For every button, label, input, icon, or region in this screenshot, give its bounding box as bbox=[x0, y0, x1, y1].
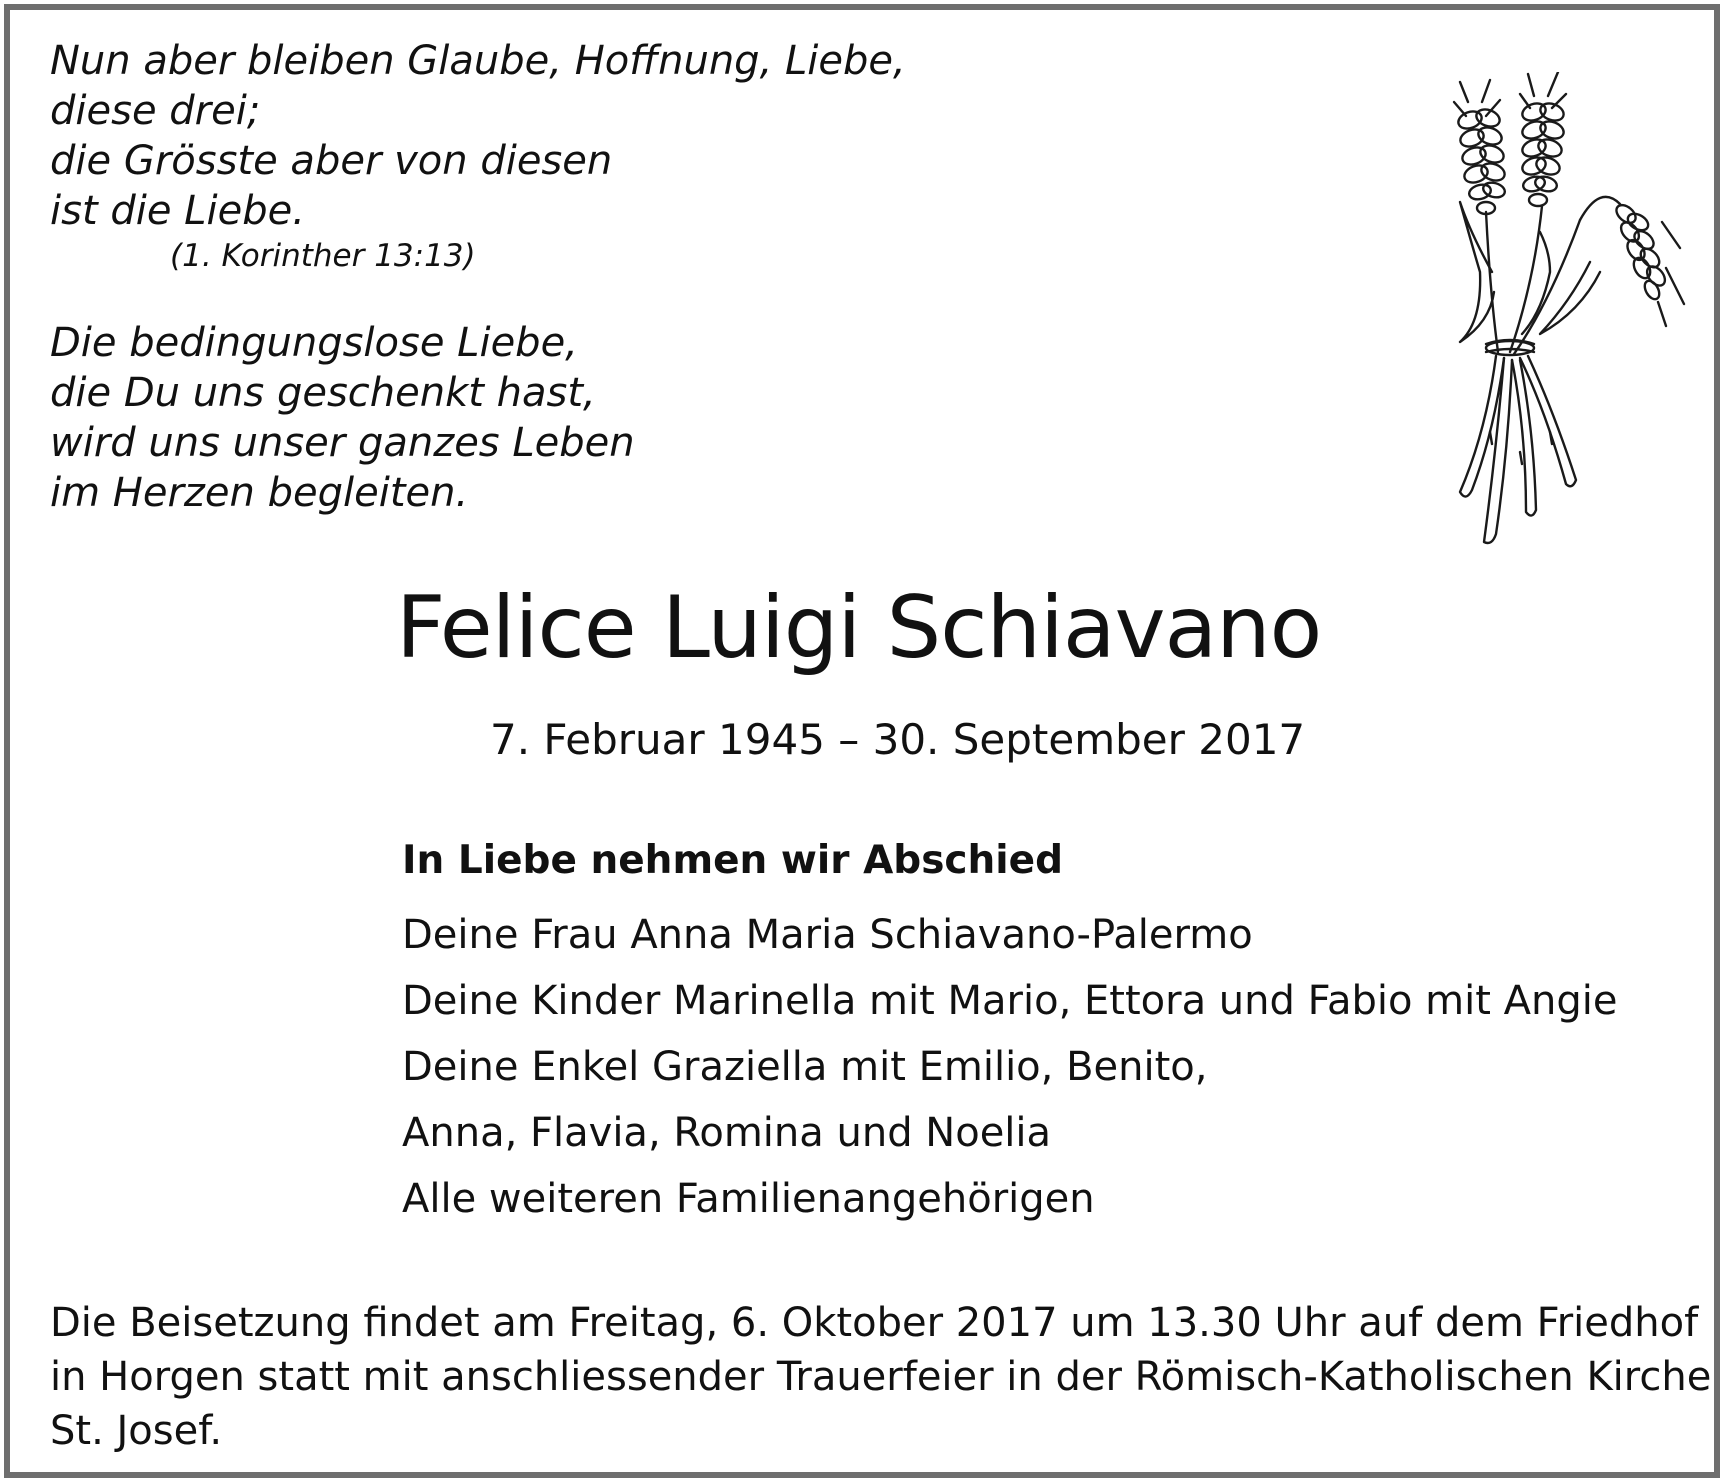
verse-line: diese drei; bbox=[50, 88, 261, 134]
verse-line: Die bedingungslose Liebe, bbox=[50, 320, 578, 366]
list-item: Deine Frau Anna Maria Schiavano-Palermo bbox=[402, 912, 1253, 958]
personal-verse bbox=[50, 318, 635, 518]
verse-reference: (1. Korinther 13:13) bbox=[170, 238, 476, 274]
burial-line: Die Beisetzung findet am Freitag, 6. Oktober 2017 um 13.30 Uhr auf dem Friedhof bbox=[50, 1300, 1699, 1346]
bible-verse bbox=[50, 36, 906, 236]
wheat-ear-middle bbox=[1520, 72, 1566, 206]
deceased-name: Felice Luigi Schiavano bbox=[396, 578, 1322, 678]
wheat-ear-left bbox=[1454, 80, 1507, 214]
verse-line: Nun aber bleiben Glaube, Hoffnung, Liebe, bbox=[50, 38, 906, 84]
verse-line: wird uns unser ganzes Leben bbox=[50, 420, 635, 466]
burial-line: St. Josef. bbox=[50, 1408, 223, 1454]
verse-line: die Du uns geschenkt hast, bbox=[50, 370, 596, 416]
mourners-list bbox=[402, 910, 1617, 1240]
list-item: Deine Kinder Marinella mit Mario, Ettora und Fabio mit Angie bbox=[402, 978, 1618, 1024]
list-item: Alle weiteren Familienangehörigen bbox=[402, 1176, 1095, 1222]
verse-line: die Grösste aber von diesen bbox=[50, 138, 613, 184]
burial-notice bbox=[50, 1296, 1712, 1458]
obituary-frame bbox=[4, 4, 1720, 1478]
verse-line: im Herzen begleiten. bbox=[50, 470, 469, 516]
farewell-heading: In Liebe nehmen wir Abschied bbox=[402, 838, 1064, 883]
verse-line: ist die Liebe. bbox=[50, 188, 305, 234]
wheat-stems bbox=[1460, 202, 1600, 543]
burial-line: in Horgen statt mit anschliessender Trauerfeier in der Römisch-Katholischen Kirche bbox=[50, 1354, 1712, 1400]
list-item: Anna, Flavia, Romina und Noelia bbox=[402, 1110, 1052, 1156]
list-item: Deine Enkel Graziella mit Emilio, Benito, bbox=[402, 1044, 1208, 1090]
wheat-ear-right bbox=[1580, 197, 1684, 326]
wheat-bundle-icon bbox=[1430, 72, 1690, 552]
life-dates: 7. Februar 1945 – 30. September 2017 bbox=[490, 715, 1306, 764]
